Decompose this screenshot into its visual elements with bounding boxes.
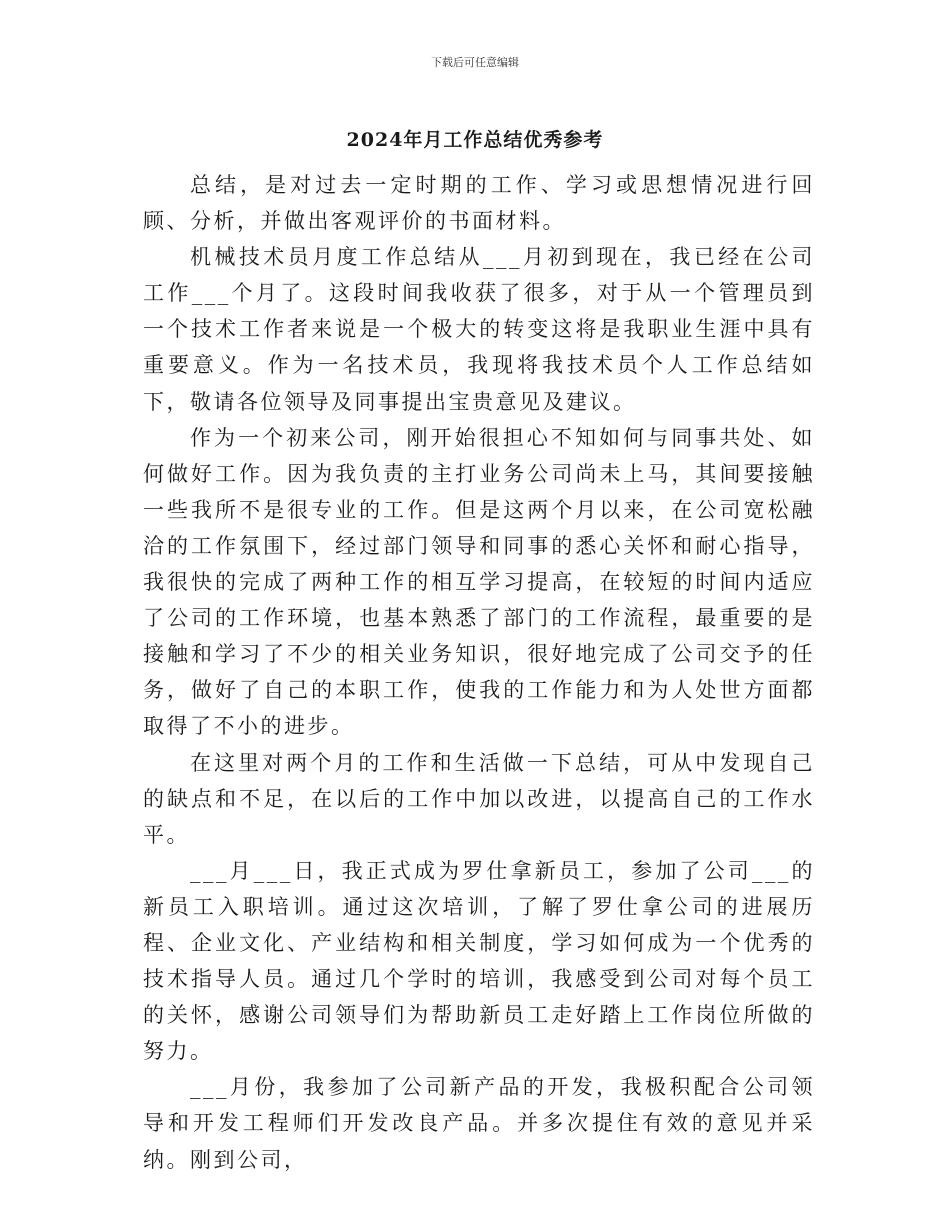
paragraph-overview: 机械技术员月度工作总结从___月初到现在，我已经在公司工作___个月了。这段时间我收获了很多，对于从一个管理员到一个技术工作者来说是一个极大的转变这将是我职业生涯中具有重要意义。作为一名技术员，我现将我技术员个人工作总结如下，敬请各位领导及同事提出宝贵意见及建议。 <box>143 245 815 414</box>
document-title: 2024年月工作总结优秀参考 <box>346 129 604 151</box>
paragraph-product-development: ___月份，我参加了公司新产品的开发，我极积配合公司领导和开发工程师们开发改良产品。并多次提住有效的意见并采纳。刚到公司， <box>143 1075 815 1172</box>
header-note: 下载后可任意编辑 <box>431 56 519 69</box>
paragraph-reflection: 在这里对两个月的工作和生活做一下总结，可从中发现自己的缺点和不足，在以后的工作中加以改进，以提高自己的工作水平。 <box>143 750 815 847</box>
document-body <box>143 167 815 1178</box>
paragraph-intro: 总结，是对过去一定时期的工作、学习或思想情况进行回顾、分析，并做出客观评价的书面材料。 <box>143 173 815 234</box>
paragraph-adaptation: 作为一个初来公司，刚开始很担心不知如何与同事共处、如何做好工作。因为我负责的主打业务公司尚未上马，其间要接触一些我所不是很专业的工作。但是这两个月以来，在公司宽松融洽的工作氛围下，经过部门领导和同事的悉心关怀和耐心指导，我很快的完成了两种工作的相互学习提高，在较短的时间内适应了公司的工作环境，也基本熟悉了部门的工作流程，最重要的是接触和学习了不少的相关业务知识，很好地完成了公司交予的任务，做好了自己的本职工作，使我的工作能力和为人处世方面都取得了不小的进步。 <box>143 425 815 739</box>
paragraph-training: ___月___日，我正式成为罗仕拿新员工，参加了公司___的新员工入职培训。通过这次培训，了解了罗仕拿公司的进展历程、企业文化、产业结构和相关制度，学习如何成为一个优秀的技术指导人员。通过几个学时的培训，我感受到公司对每个员工的关怀，感谢公司领导们为帮助新员工走好踏上工作岗位所做的努力。 <box>143 858 815 1064</box>
